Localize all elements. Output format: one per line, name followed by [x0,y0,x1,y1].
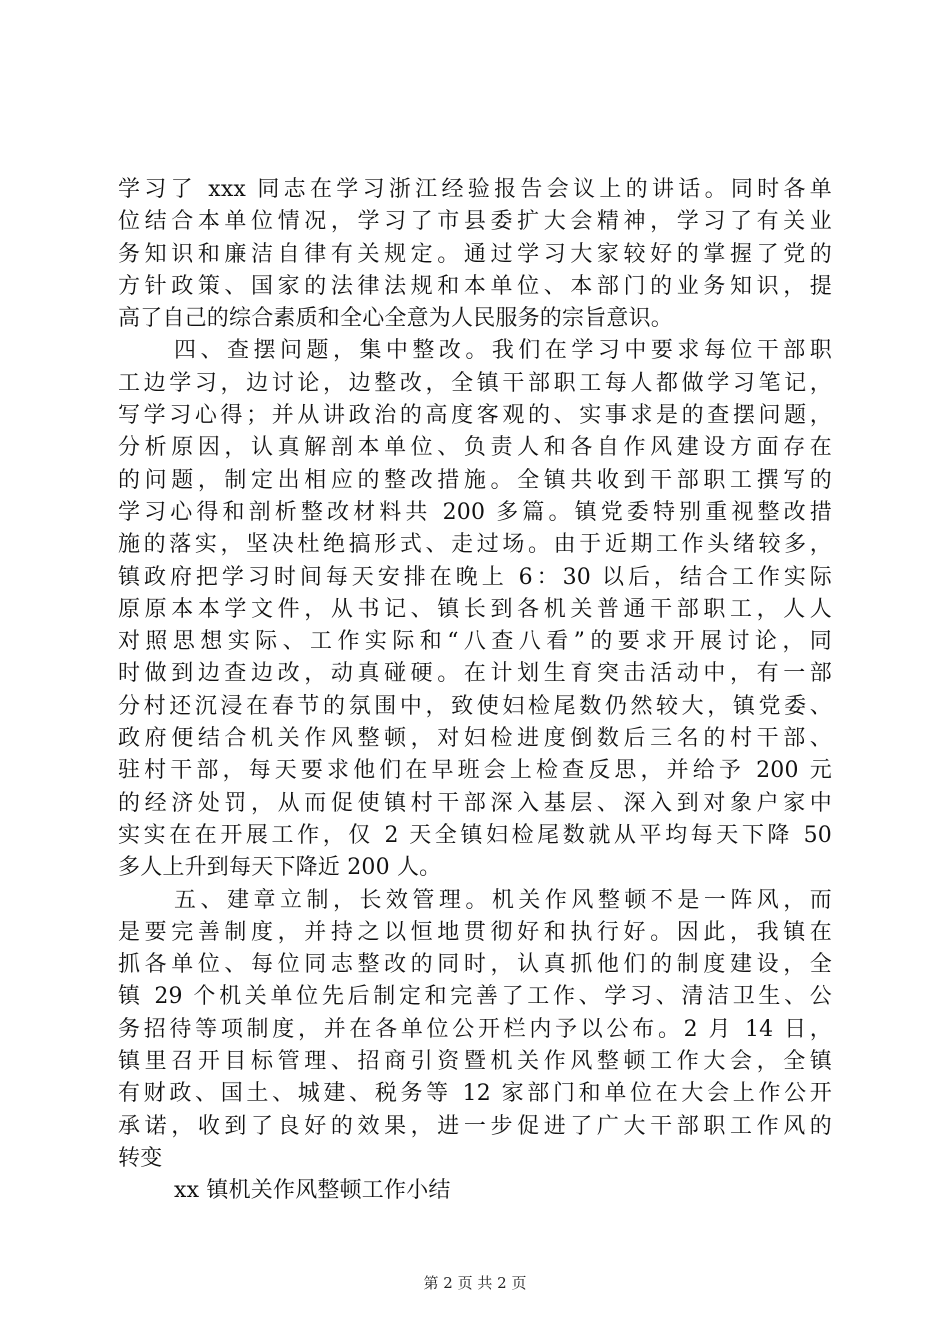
text-line: 是要完善制度，并持之以恒地贯彻好和执行好。因此，我镇在 [118,919,832,945]
text-line: 写学习心得；并从讲政治的高度客观的、实事求是的查摆问题， [118,403,832,429]
text-line: 抓各单位、每位同志整改的同时，认真抓他们的制度建设，全 [118,952,832,978]
text-line: 施的落实，坚决杜绝搞形式、走过场。由于近期工作头绪较多， [118,532,832,558]
text-line: 多人上升到每天下降近 200 人。 [118,855,442,881]
text-line: 驻村干部，每天要求他们在早班会上检查反思，并给予 200 元 [118,758,832,784]
text-line: 有财政、国土、城建、税务等 12 家部门和单位在大会上作公开 [118,1081,832,1107]
text-line: 转变 [118,1145,163,1171]
text-line: 学习心得和剖析整改材料共 200 多篇。镇党委特别重视整改措 [118,499,832,525]
text-line: 的问题，制定出相应的整改措施。全镇共收到干部职工撰写的 [118,467,832,493]
text-line: 的经济处罚，从而促使镇村干部深入基层、深入到对象户家中 [118,790,832,816]
text-line: xx 镇机关作风整顿工作小结 [174,1178,451,1204]
text-line: 工边学习，边讨论，边整改，全镇干部职工每人都做学习笔记， [118,370,832,396]
text-line: 分析原因，认真解剖本单位、负责人和各自作风建设方面存在 [118,435,832,461]
document-body [118,174,832,1208]
text-line: 方针政策、国家的法律法规和本单位、本部门的业务知识，提 [118,273,832,299]
text-line: 镇里召开目标管理、招商引资暨机关作风整顿工作大会，全镇 [118,1049,832,1075]
text-line: 镇政府把学习时间每天安排在晚上 6：30 以后，结合工作实际 [118,564,832,590]
text-line: 五、建章立制，长效管理。机关作风整顿不是一阵风，而 [174,887,832,913]
page-footer: 第 2 页 共 2 页 [423,1274,527,1292]
text-line: 务知识和廉洁自律有关规定。通过学习大家较好的掌握了党的 [118,241,832,267]
text-line: 时做到边查边改，动真碰硬。在计划生育突击活动中，有一部 [118,661,832,687]
text-line: 政府便结合机关作风整顿，对妇检进度倒数后三名的村干部、 [118,726,832,752]
text-line: 镇 29 个机关单位先后制定和完善了工作、学习、清洁卫生、公 [118,984,832,1010]
text-line: 对照思想实际、工作实际和“八查八看”的要求开展讨论，同 [118,629,832,655]
text-line: 承诺，收到了良好的效果，进一步促进了广大干部职工作风的 [118,1113,832,1139]
text-line: 四、查摆问题，集中整改。我们在学习中要求每位干部职 [174,338,832,364]
text-line: 学习了 xxx 同志在学习浙江经验报告会议上的讲话。同时各单 [118,177,832,202]
text-line: 位结合本单位情况，学习了市县委扩大会精神，学习了有关业 [118,209,832,235]
text-line: 原原本本学文件，从书记、镇长到各机关普通干部职工，人人 [118,596,832,622]
text-line: 实实在在开展工作，仅 2 天全镇妇检尾数就从平均每天下降 50 [118,822,832,848]
text-line: 高了自己的综合素质和全心全意为人民服务的宗旨意识。 [118,306,674,332]
text-line: 务招待等项制度，并在各单位公开栏内予以公布。2 月 14 日， [118,1016,832,1042]
text-line: 分村还沉浸在春节的氛围中，致使妇检尾数仍然较大，镇党委、 [118,693,832,719]
